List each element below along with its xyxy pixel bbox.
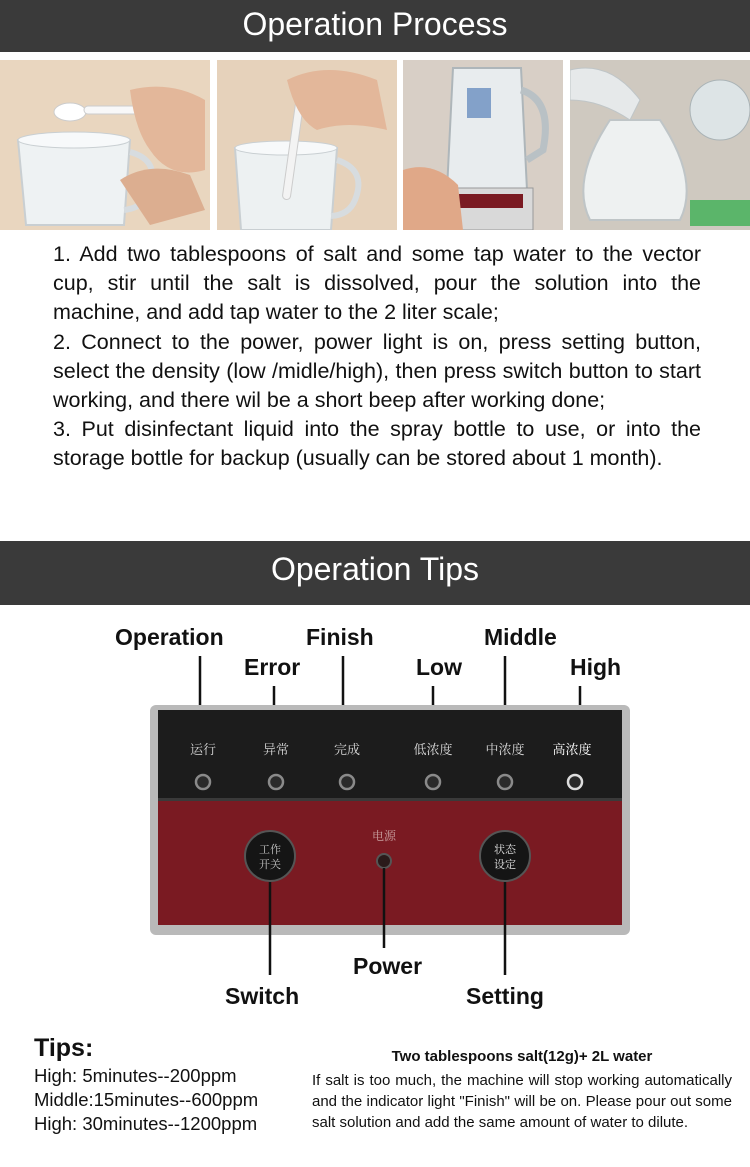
operation-process-banner xyxy=(0,0,750,52)
tip-item: High: 5minutes--200ppm xyxy=(34,1065,237,1086)
label-setting: Setting xyxy=(466,983,544,1009)
photo-salt-spoon xyxy=(0,60,210,230)
label-middle: Middle xyxy=(484,624,557,650)
indicator-error xyxy=(269,775,283,789)
step-2: 2. Connect to the power, power light is on, press setting button, select the density (low /midle/high), then press switch button to start working, and there wil be a short beep after working done; xyxy=(53,329,701,413)
switch-button[interactable] xyxy=(245,831,295,881)
operation-tips-banner xyxy=(0,541,750,605)
cn-label-operation: 运行 xyxy=(189,743,217,758)
control-panel xyxy=(0,650,750,980)
process-photos xyxy=(0,60,750,230)
step-3: 3. Put disinfectant liquid into the spray bottle to use, or into the storage bottle for backup (usually can be stored about 1 month). xyxy=(53,417,701,471)
photo-spray-bottle xyxy=(570,60,750,230)
cn-label-finish: 完成 xyxy=(333,743,361,758)
label-low: Low xyxy=(416,654,462,680)
setting-button-label-1: 状态 xyxy=(494,843,516,856)
photo-stirring xyxy=(217,60,397,230)
cn-label-middle: 中浓度 xyxy=(485,743,525,758)
label-operation: Operation xyxy=(115,624,224,650)
tips-title: Tips: xyxy=(34,1034,94,1062)
photo-machine xyxy=(403,60,563,230)
indicator-middle xyxy=(498,775,512,789)
label-switch: Switch xyxy=(225,983,300,1009)
indicator-high xyxy=(568,775,582,789)
label-finish: Finish xyxy=(306,624,374,650)
label-high: High xyxy=(570,654,622,680)
label-error: Error xyxy=(244,654,301,680)
note-title: Two tablespoons salt(12g)+ 2L water xyxy=(391,1048,653,1065)
indicator-power xyxy=(377,854,391,868)
operation-tips-title: Operation Tips xyxy=(270,551,480,587)
label-power: Power xyxy=(353,953,423,979)
indicator-finish xyxy=(340,775,354,789)
tip-item: High: 30minutes--1200ppm xyxy=(34,1113,258,1134)
process-steps xyxy=(53,240,701,474)
switch-button-label-2: 开关 xyxy=(259,858,281,871)
note-text: If salt is too much, the machine will stop working automatically and the indicator light "Finish" will be on. Please pour out some salt solution and add the same amount of water to dilute. xyxy=(312,1072,732,1131)
indicator-low xyxy=(426,775,440,789)
setting-button-label-2: 设定 xyxy=(494,858,516,871)
step-1: 1. Add two tablespoons of salt and some tap water to the vector cup, stir until the salt is dissolved, pour the solution into the machine, and add tap water to the 2 liter scale; xyxy=(53,242,701,325)
cn-label-low: 低浓度 xyxy=(413,743,453,758)
indicator-operation xyxy=(196,775,210,789)
cn-label-error: 异常 xyxy=(262,743,290,758)
setting-button[interactable] xyxy=(480,831,530,881)
tips-list xyxy=(34,1064,258,1136)
switch-button-label-1: 工作 xyxy=(259,843,281,856)
cn-label-power: 电源 xyxy=(371,829,397,843)
tip-item: Middle:15minutes--600ppm xyxy=(34,1089,259,1110)
cn-label-high: 高浓度 xyxy=(552,743,592,758)
operation-process-title: Operation Process xyxy=(242,6,508,42)
